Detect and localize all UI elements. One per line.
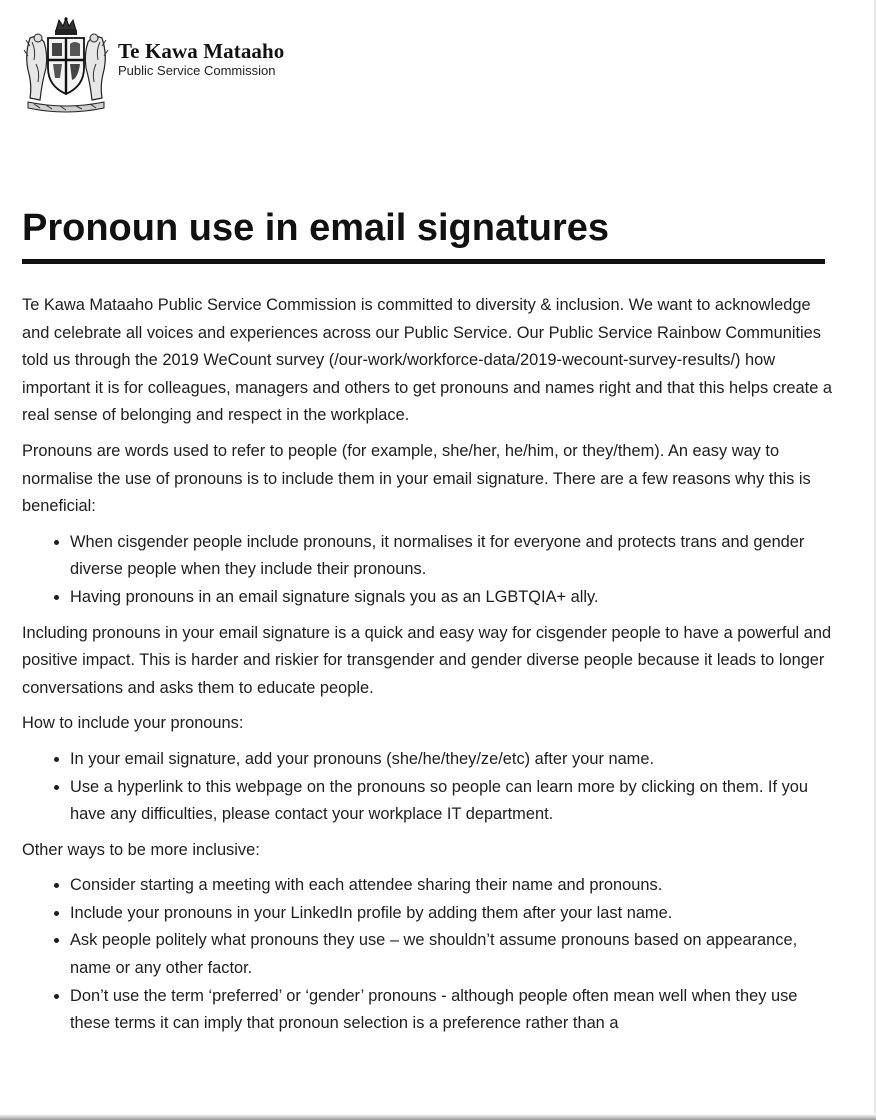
benefits-list xyxy=(22,529,832,612)
list-item: • Consider starting a meeting with each attendee sharing their name and pronouns. xyxy=(70,872,832,900)
list-item: • Ask people politely what pronouns they use – we shouldn’t assume pronouns based on appearance, name or any other factor. xyxy=(70,927,832,982)
pronouns-paragraph: Pronouns are words used to refer to people (for example, she/her, he/him, or they/them). An easy way to normalise the use of pronouns is to include them in your email signature. There are a few reasons why this is beneficial: xyxy=(22,441,811,516)
impact-paragraph: Including pronouns in your email signature is a quick and easy way for cisgender people to have a powerful and positive impact. This is harder and riskier for transgender and gender diverse people because it leads to longer conversations and asks them to educate people. xyxy=(22,623,832,697)
page-bottom-edge xyxy=(0,1114,876,1120)
list-item: • Don’t use the term ‘preferred’ or ‘gender’ pronouns - although people often mean well when they use these terms it can imply that pronoun selection is a preference rather than a xyxy=(70,983,832,1038)
other-ways-heading: Other ways to be more inclusive: xyxy=(22,840,260,859)
list-item: • Having pronouns in an email signature signals you as an LGBTQIA+ ally. xyxy=(70,584,832,612)
how-to-list xyxy=(22,746,832,829)
title-divider xyxy=(22,259,825,264)
nz-coat-of-arms-icon xyxy=(20,16,112,116)
brand xyxy=(118,39,284,79)
document-body xyxy=(22,292,832,1046)
intro-paragraph: Te Kawa Mataaho Public Service Commission is committed to diversity & inclusion. We want to acknowledge and celebrate all voices and experiences across our Public Service. Our Public Service Rainbow Communities told us through the 2019 WeCount survey (/our-work/workforce-data/2019-wecount-survey-results/) how important it is for colleagues, managers and others to get pronouns and names right and that this helps create a real sense of belonging and respect in the workplace. xyxy=(22,296,832,425)
header xyxy=(20,16,284,116)
list-item: • In your email signature, add your pronouns (she/he/they/ze/etc) after your name. xyxy=(70,746,832,774)
how-to-heading: How to include your pronouns: xyxy=(22,714,244,733)
other-ways-list xyxy=(22,872,832,1038)
list-item: • When cisgender people include pronouns, it normalises it for everyone and protects trans and gender diverse people when they include their pronouns. xyxy=(70,529,832,584)
list-item: • Use a hyperlink to this webpage on the pronouns so people can learn more by clicking on them. If you have any difficulties, please contact your workplace IT department. xyxy=(70,774,832,829)
org-name: Te Kawa Mataaho xyxy=(118,39,285,63)
org-subtitle: Public Service Commission xyxy=(118,63,276,78)
list-item: • Include your pronouns in your LinkedIn profile by adding them after your last name. xyxy=(70,900,832,928)
page-title: Pronoun use in email signatures xyxy=(22,207,610,249)
